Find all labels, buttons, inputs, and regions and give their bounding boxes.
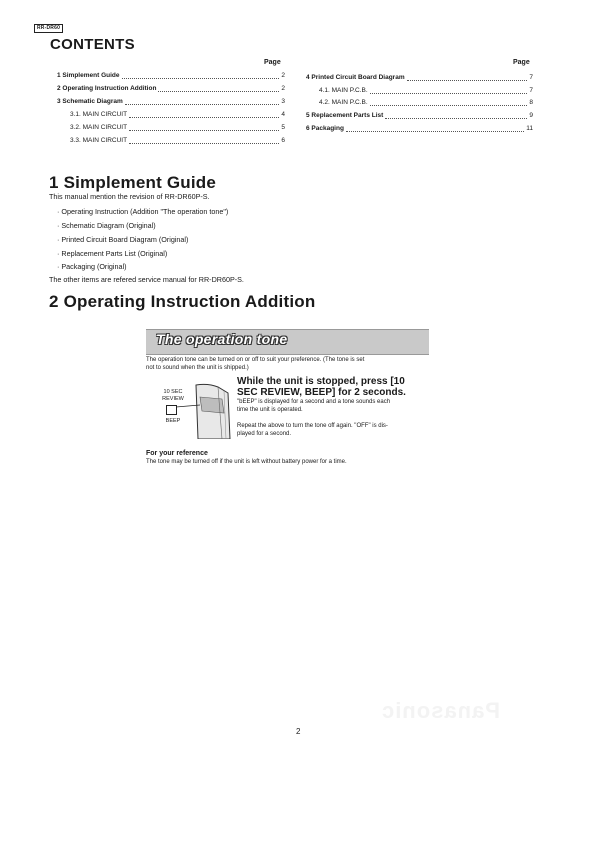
toc-entry[interactable] [70, 125, 285, 132]
toc-entry-label: 1 Simplement Guide [57, 72, 120, 79]
page-number: 2 [296, 727, 301, 736]
contents-title: CONTENTS [50, 36, 135, 53]
toc-entry-label: 3.2. MAIN CIRCUIT [70, 124, 128, 131]
note-line: Repeat the above to turn the tone off again. "OFF" is dis- [237, 423, 388, 429]
toc-entry-label: 6 Packaging [306, 125, 344, 132]
toc-entry[interactable] [70, 112, 285, 119]
reference-text: The tone may be turned off if the unit is left without battery power for a time. [146, 459, 347, 465]
toc-entry[interactable] [57, 73, 285, 80]
toc-entry-page: 4 [281, 111, 285, 118]
brand-watermark: Panasonic [381, 698, 501, 723]
button-caption [158, 389, 188, 402]
section-1-title: 1 Simplement Guide [49, 173, 217, 192]
page-column-header-left: Page [264, 59, 281, 66]
reference-heading: For your reference [146, 450, 208, 457]
toc-entry-page: 3 [281, 98, 285, 105]
figure-description-line: not to sound when the unit is shipped.) [146, 365, 249, 371]
list-item: · Schematic Diagram (Original) [57, 221, 156, 230]
toc-entry[interactable] [306, 75, 533, 82]
section-1-outro: The other items are refered service manual for RR-DR60P-S. [49, 275, 244, 284]
toc-entry-label: 3.3. MAIN CIRCUIT [70, 137, 128, 144]
instruction-line: SEC REVIEW, BEEP] for 2 seconds. [237, 387, 406, 398]
toc-entry-page: 11 [526, 125, 533, 132]
section-1-intro: This manual mention the revision of RR-DR60P-S. [49, 192, 210, 201]
note-line: time the unit is operated. [237, 407, 303, 413]
review-beep-button-icon [166, 405, 177, 415]
note-line: played for a second. [237, 431, 292, 437]
toc-entry-page: 9 [529, 112, 533, 119]
note-line: "bEEP" is displayed for a second and a tone sounds each [237, 399, 391, 405]
toc-entry-page: 7 [529, 74, 533, 81]
banner-title: The operation tone [156, 331, 288, 347]
toc-entry[interactable] [306, 126, 533, 133]
list-item: · Printed Circuit Board Diagram (Original) [57, 235, 189, 244]
toc-entry-page: 6 [281, 137, 285, 144]
instruction-line: While the unit is stopped, press [10 [237, 376, 405, 387]
instruction-heading [237, 376, 432, 398]
toc-entry[interactable] [319, 88, 533, 95]
button-caption-beep: BEEP [165, 418, 181, 424]
toc-entry-page: 2 [281, 85, 285, 92]
toc-entry-label: 4 Printed Circuit Board Diagram [306, 74, 405, 81]
button-caption-line: REVIEW [162, 395, 184, 402]
list-item: · Replacement Parts List (Original) [57, 249, 168, 258]
toc-entry[interactable] [57, 86, 285, 93]
toc-entry-label: 4.2. MAIN P.C.B. [319, 99, 368, 106]
pointer-line-icon [176, 402, 200, 412]
toc-entry[interactable] [70, 138, 285, 145]
button-caption-line: 10 SEC [163, 389, 183, 395]
toc-entry-page: 7 [529, 87, 533, 94]
toc-entry[interactable] [57, 99, 285, 106]
section-2-title: 2 Operating Instruction Addition [49, 292, 316, 311]
toc-entry-page: 8 [529, 99, 533, 106]
toc-entry-label: 3.1. MAIN CIRCUIT [70, 111, 128, 118]
page-column-header-right: Page [513, 59, 530, 66]
toc-entry[interactable] [319, 100, 533, 107]
toc-entry-label: 3 Schematic Diagram [57, 98, 123, 105]
toc-entry-label: 5 Replacement Parts List [306, 112, 384, 119]
model-tag: RR-DR60 [34, 24, 63, 33]
toc-entry-page: 2 [281, 72, 285, 79]
list-item: · Packaging (Original) [57, 262, 127, 271]
toc-entry-page: 5 [281, 124, 285, 131]
toc-entry[interactable] [306, 113, 533, 120]
figure-description-line: The operation tone can be turned on or off to suit your preference. (The tone is set [146, 357, 365, 363]
toc-entry-label: 2 Operating Instruction Addition [57, 85, 157, 92]
list-item: · Operating Instruction (Addition "The operation tone") [57, 207, 229, 216]
toc-entry-label: 4.1. MAIN P.C.B. [319, 87, 368, 94]
